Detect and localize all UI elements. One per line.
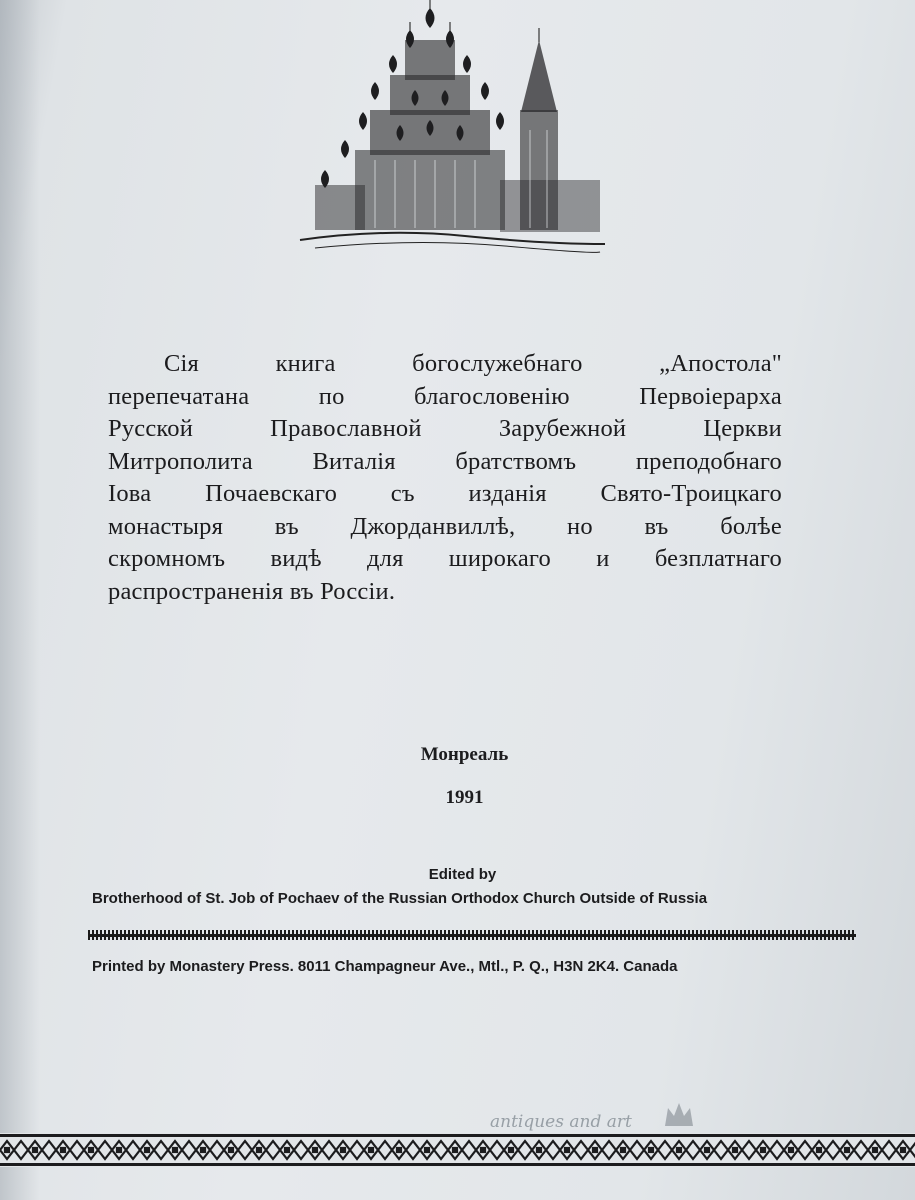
dotted-divider bbox=[88, 928, 856, 942]
publication-year: 1991 bbox=[445, 787, 484, 808]
editor-name: Brotherhood of St. Job of Pochaev of the Russian Orthodox Church Outside of Russia bbox=[92, 890, 708, 907]
crown-icon bbox=[662, 1100, 696, 1130]
paragraph-line: Митрополита Виталія братствомъ преподобнаго bbox=[108, 447, 782, 475]
paragraph-line: Русской Православной Зарубежной Церкви bbox=[108, 415, 782, 442]
paragraph-line: распространенія въ Россіи. bbox=[108, 577, 396, 605]
watermark-text: antiques and art bbox=[490, 1112, 632, 1132]
printer-line: Printed by Monastery Press. 8011 Champagneur Ave., Mtl., P. Q., H3N 2K4. Canada bbox=[92, 958, 678, 975]
paragraph-line: Сія книга богослужебнаго „Апостола" bbox=[164, 350, 782, 377]
publication-city: Монреаль bbox=[420, 744, 509, 765]
paragraph-line: монастыря въ Джорданвиллѣ, но въ болѣе bbox=[108, 512, 782, 540]
church-illustration bbox=[295, 0, 610, 258]
paragraph-line: Іова Почаевскаго съ изданія Свято-Троицкаго bbox=[108, 480, 782, 507]
paragraph-line: перепечатана по благословенію Первоіерарха bbox=[108, 382, 782, 410]
ornamental-border bbox=[0, 1133, 915, 1167]
paragraph-line: скромномъ видѣ для широкаго и безплатнаго bbox=[108, 545, 782, 572]
dedication-paragraph bbox=[108, 348, 782, 608]
edited-by-label: Edited by bbox=[428, 866, 497, 883]
page-shadow bbox=[0, 0, 40, 1200]
